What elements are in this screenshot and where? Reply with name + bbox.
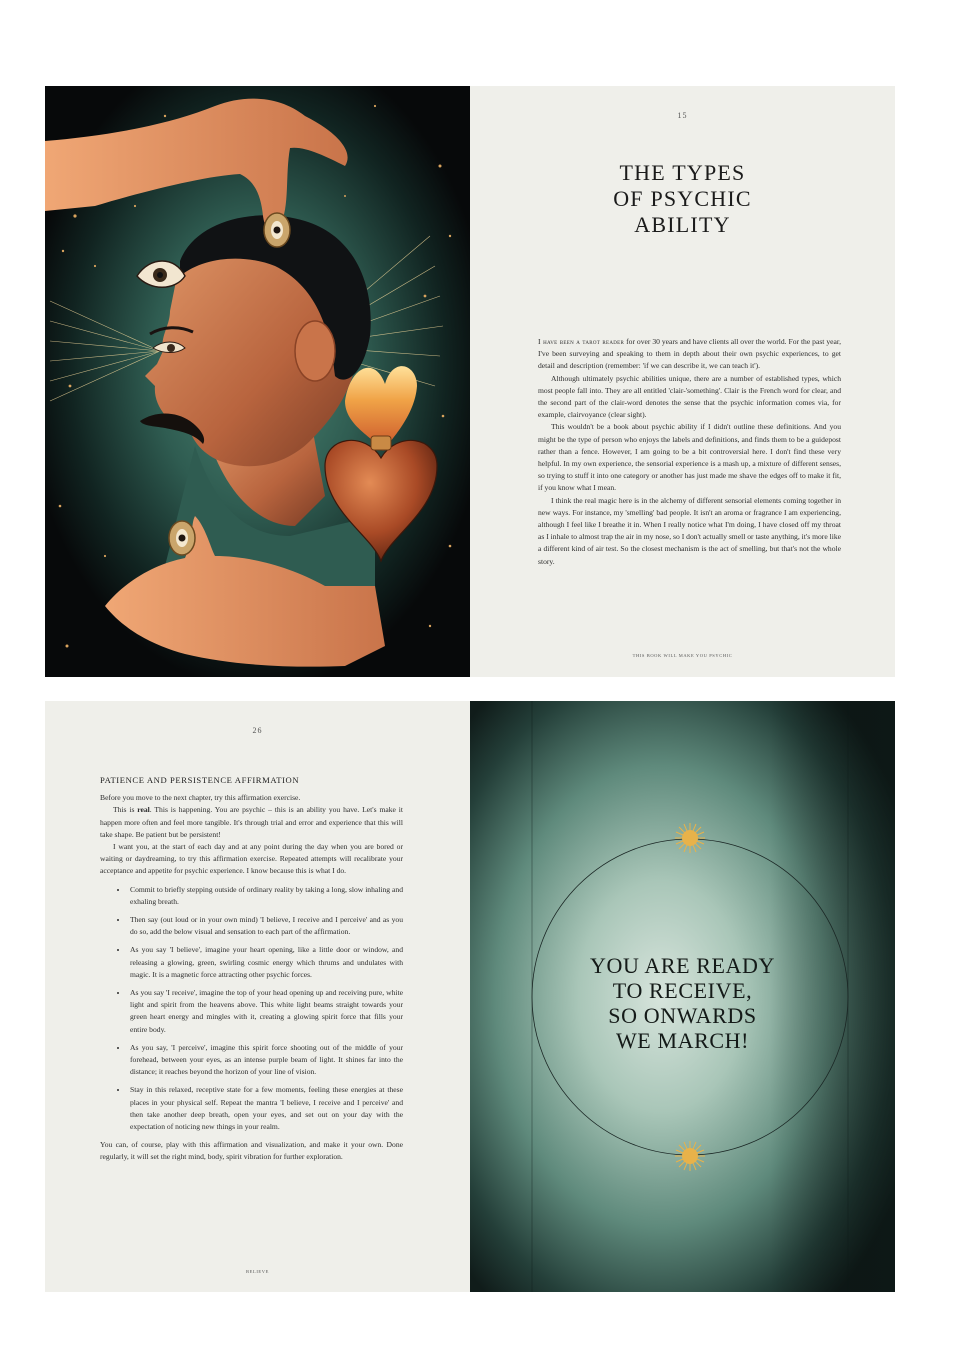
message-line: WE MARCH! — [615, 1028, 750, 1053]
paragraph: You can, of course, play with this affirmation and visualization, and make it your own. Done regularly, it will set the right mind, body, spirit vibration for further exploration. — [100, 1140, 403, 1162]
page-26 — [45, 701, 470, 1292]
paragraph: I have been a tarot reader for over 30 years and have clients all over the world. For the past year, I've been surveying and speaking to them in depth about their own psychic experiences, to get detail and description (remember: 'if we can describe it, we can teach it'). — [538, 337, 841, 371]
paragraph: This is real. This is happening. You are psychic – this is an ability you have. Let's make it happen more often and feel more tangible. It's through trial and error and experience that this will take shape. Be patient but be persistent! — [100, 805, 403, 839]
paragraph: I want you, at the start of each day and at any point during the day when you are bored or waiting or daydreaming, to try this affirmation exercise. Repeated attempts will recalibrate your acceptance and appetite for psychic experience. I know because this is what I do. — [100, 842, 403, 876]
page-15 — [470, 86, 895, 677]
psychic-man-illustration — [45, 86, 470, 677]
top-eye-ring — [264, 213, 290, 247]
sun-icon — [675, 823, 705, 853]
bullet-list — [100, 884, 403, 1134]
list-item: • Commit to briefly stepping outside of ordinary reality by taking a long, slow inhaling and exhaling breath. — [128, 884, 403, 908]
body-text — [100, 774, 403, 1164]
bottom-eye-ring — [169, 521, 195, 555]
body-text — [538, 336, 841, 568]
sun-icon — [675, 1141, 705, 1171]
page-number: 26 — [252, 726, 263, 735]
message-line: YOU ARE READY — [589, 953, 776, 978]
ready-page — [470, 701, 895, 1292]
title-line: ABILITY — [634, 212, 731, 237]
list-item: • Stay in this relaxed, receptive state for a few moments, feeling these energies at these places in your physical self. Repeat the mantra 'I believe, I receive and I perceive' and then take another deep breath, open your eyes, and set out on your day with the expectation of noticing new things in your realm. — [128, 1084, 403, 1133]
chapter-title — [470, 160, 895, 238]
list-item: • As you say 'I receive', imagine the top of your head opening up and receiving pure, white light and spirit from the heavens above. This white light beams straight towards your green heart energy and mingles with it, creating a glowing spirit force that fills your entire body. — [128, 987, 403, 1036]
list-item: • As you say, 'I perceive', imagine this spirit force shooting out of the middle of your forehead, between your eyes, as an intense purple beam of light. It shines far into the distance; it reaches beyond the horizon of your line of vision. — [128, 1042, 403, 1079]
ready-message — [470, 953, 895, 1053]
list-item: • As you say 'I believe', imagine your heart opening, like a little door or window, and releasing a glowing, green, swirling cosmic energy which thrums and undulates with magic. It is a magnetic force attracting other psychic forces. — [128, 944, 403, 981]
list-item: • Then say (out loud or in your own mind) 'I believe, I receive and I perceive' and as you do so, add the below visual and sensation to each part of the affirmation. — [128, 914, 403, 938]
running-footer: THIS BOOK WILL MAKE YOU PSYCHIC — [632, 653, 733, 658]
title-line: OF PSYCHIC — [613, 186, 752, 211]
running-footer: BELIEVE — [246, 1269, 269, 1274]
paragraph: I think the real magic here is in the alchemy of different sensorial elements coming together in new ways. For instance, my 'smelling' bad people. It isn't an aroma or fragrance I am experiencing, although I feel like I breathe it in. When I really notice what I'm doing, I have closed off my throat as I inhale to almost trap the air in my nose, so I don't actually smell or taste anything, it's more like a different kind of air test. So the closest mechanism is the act of smelling, but that's not the whole story. — [538, 495, 841, 566]
lead-in: I have been a tarot reader — [538, 337, 625, 346]
paragraph: Before you move to the next chapter, try this affirmation exercise. — [100, 793, 301, 803]
message-line: TO RECEIVE, — [612, 978, 753, 1003]
page-number: 15 — [677, 111, 688, 120]
illustration-page — [45, 86, 470, 677]
section-heading: PATIENCE AND PERSISTENCE AFFIRMATION — [100, 775, 300, 785]
message-line: SO ONWARDS — [608, 1003, 757, 1028]
paragraph: This wouldn't be a book about psychic ability if I didn't outline these definitions. And you might be the type of person who enjoys the labels and definitions, and finds them to be a guidepost rather than a fence. However, I am going to be a bit controversial here. I don't find these very helpful. In my own experience, the sensorial experience is a mash up, a mixture of different senses, so trying to stuff it into one category or another has just made me shave the edges off to make it fit, if you know what I mean. — [538, 422, 841, 493]
title-line: THE TYPES — [619, 160, 746, 185]
paragraph: Although ultimately psychic abilities unique, there are a number of established types, which most people fall into. They are all entitled 'clair-'something'. Clair is the French word for clear, and the second part of the clair-word denotes the sense that the psychic information comes via, for example, clairvoyance (clear sight). — [538, 373, 841, 420]
